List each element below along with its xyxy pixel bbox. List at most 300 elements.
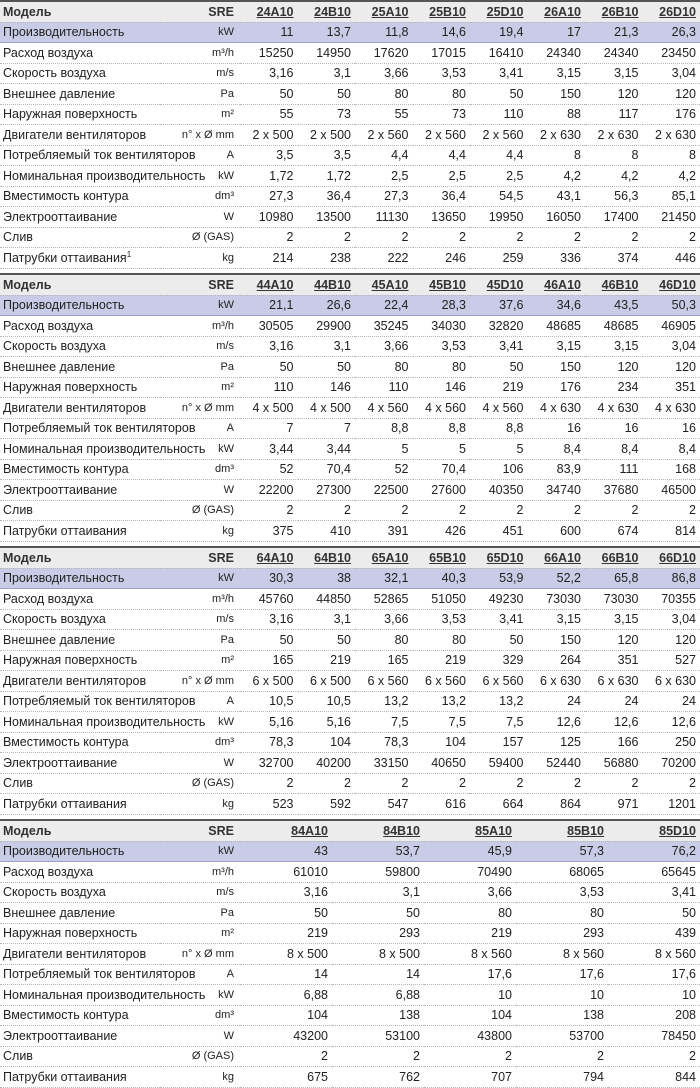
table-cell: 8,8: [355, 418, 413, 439]
table-cell: 527: [643, 650, 700, 671]
table-cell: 33150: [355, 753, 413, 774]
row-label: [0, 22, 160, 43]
table-cell: 70490: [424, 862, 516, 883]
table-row: [0, 43, 700, 64]
table-cell: 10: [424, 985, 516, 1006]
table-cell: 8: [585, 145, 643, 166]
row-unit: m/s: [160, 336, 240, 357]
row-label: [0, 944, 160, 965]
table-cell: 138: [516, 1005, 608, 1026]
table-cell: 80: [413, 84, 471, 105]
table-cell: 219: [424, 923, 516, 944]
table-cell: 2: [470, 227, 528, 248]
row-label: [0, 166, 160, 187]
row-unit: m²: [160, 923, 240, 944]
row-label-text: Патрубки оттаивания: [3, 1070, 127, 1084]
table-cell: 4,2: [643, 166, 700, 187]
row-label-text: Номинальная производительность: [3, 988, 205, 1002]
table-cell: 110: [240, 377, 298, 398]
table-cell: 22500: [355, 480, 413, 501]
row-unit: W: [160, 207, 240, 228]
row-label-text: Номинальная производительность: [3, 442, 205, 456]
row-label: [0, 630, 160, 651]
row-label: [0, 589, 160, 610]
row-label-text: Внешнее давление: [3, 360, 115, 374]
table-cell: 24340: [585, 43, 643, 64]
row-unit: W: [160, 1026, 240, 1047]
table-cell: 3,15: [528, 336, 586, 357]
table-cell: 70,4: [413, 459, 471, 480]
row-unit: dm³: [160, 459, 240, 480]
table-row: [0, 773, 700, 794]
table-cell: 85,1: [643, 186, 700, 207]
table-cell: 80: [413, 357, 471, 378]
table-cell: 8 x 560: [608, 944, 700, 965]
row-unit: A: [160, 691, 240, 712]
table-cell: 219: [470, 377, 528, 398]
table-cell: 110: [470, 104, 528, 125]
table-cell: 166: [585, 732, 643, 753]
model-name: 44A10: [240, 274, 298, 295]
table-cell: 3,16: [240, 882, 332, 903]
table-cell: 52,2: [528, 568, 586, 589]
table-cell: 14950: [298, 43, 356, 64]
row-label-text: Производительность: [3, 25, 124, 39]
table-cell: 17,6: [516, 964, 608, 985]
model-name: 66A10: [528, 547, 586, 568]
table-header-row: [0, 1, 700, 22]
row-unit: n° x Ø mm: [160, 398, 240, 419]
table-cell: 351: [585, 650, 643, 671]
row-unit: Ø (GAS): [160, 500, 240, 521]
table-cell: 246: [413, 248, 471, 269]
table-cell: 12,6: [528, 712, 586, 733]
row-label-text: Потребляемый ток вентиляторов: [3, 148, 195, 162]
table-cell: 34740: [528, 480, 586, 501]
table-cell: 2: [240, 227, 298, 248]
table-cell: 117: [585, 104, 643, 125]
table-cell: 17015: [413, 43, 471, 64]
row-label-text: Номинальная производительность: [3, 715, 205, 729]
table-cell: 50,3: [643, 295, 700, 316]
table-cell: 2 x 560: [413, 125, 471, 146]
row-label-text: Внешнее давление: [3, 906, 115, 920]
table-cell: 52: [240, 459, 298, 480]
table-cell: 176: [528, 377, 586, 398]
model-name: 66B10: [585, 547, 643, 568]
table-cell: 50: [240, 84, 298, 105]
table-cell: 30505: [240, 316, 298, 337]
table-cell: 43200: [240, 1026, 332, 1047]
table-cell: 2: [528, 227, 586, 248]
table-cell: 76,2: [608, 841, 700, 862]
row-label-text: Расход воздуха: [3, 319, 93, 333]
row-label: [0, 1067, 160, 1088]
table-cell: 3,41: [470, 63, 528, 84]
row-label: [0, 882, 160, 903]
table-cell: 43,1: [528, 186, 586, 207]
table-cell: 45760: [240, 589, 298, 610]
footnote-marker: 1: [127, 250, 131, 259]
table-cell: 52: [355, 459, 413, 480]
table-cell: 23450: [643, 43, 700, 64]
model-name: 26A10: [528, 1, 586, 22]
row-label-text: Номинальная производительность: [3, 169, 205, 183]
row-unit: dm³: [160, 1005, 240, 1026]
model-name: 45D10: [470, 274, 528, 295]
row-unit: m³/h: [160, 43, 240, 64]
row-label-text: Производительность: [3, 298, 124, 312]
table-cell: 165: [355, 650, 413, 671]
row-label-text: Скорость воздуха: [3, 66, 106, 80]
table-cell: 8 x 560: [516, 944, 608, 965]
row-unit: m/s: [160, 609, 240, 630]
table-cell: 446: [643, 248, 700, 269]
table-cell: 24340: [528, 43, 586, 64]
table-cell: 17: [528, 22, 586, 43]
table-cell: 675: [240, 1067, 332, 1088]
row-label-text: Патрубки оттаивания: [3, 524, 127, 538]
table-cell: 120: [585, 357, 643, 378]
row-label: [0, 1026, 160, 1047]
row-unit: kW: [160, 22, 240, 43]
table-cell: 5: [413, 439, 471, 460]
table-cell: 3,15: [528, 609, 586, 630]
table-row: [0, 882, 700, 903]
row-unit: Ø (GAS): [160, 1046, 240, 1067]
model-name: 25B10: [413, 1, 471, 22]
table-cell: 4 x 560: [355, 398, 413, 419]
table-row: [0, 125, 700, 146]
table-cell: 592: [298, 794, 356, 815]
table-row: [0, 903, 700, 924]
table-cell: 3,44: [298, 439, 356, 460]
table-row: [0, 862, 700, 883]
table-cell: 150: [528, 630, 586, 651]
table-cell: 6 x 500: [298, 671, 356, 692]
row-label-text: Слив: [3, 503, 33, 517]
table-cell: 3,16: [240, 63, 298, 84]
table-row: [0, 357, 700, 378]
row-unit: kW: [160, 295, 240, 316]
table-cell: 50: [298, 630, 356, 651]
row-label-text: Потребляемый ток вентиляторов: [3, 421, 195, 435]
table-cell: 6 x 560: [413, 671, 471, 692]
table-cell: 168: [643, 459, 700, 480]
header-label: Модель: [0, 820, 160, 841]
table-cell: 50: [240, 630, 298, 651]
row-label: [0, 316, 160, 337]
table-cell: 664: [470, 794, 528, 815]
table-cell: 86,8: [643, 568, 700, 589]
table-cell: 15250: [240, 43, 298, 64]
table-cell: 2: [298, 500, 356, 521]
table-cell: 34030: [413, 316, 471, 337]
row-label-text: Расход воздуха: [3, 46, 93, 60]
table-cell: 146: [413, 377, 471, 398]
row-unit: dm³: [160, 186, 240, 207]
table-cell: 844: [608, 1067, 700, 1088]
model-name: 25A10: [355, 1, 413, 22]
table-cell: 8,4: [643, 439, 700, 460]
table-cell: 8 x 500: [332, 944, 424, 965]
table-cell: 6,88: [332, 985, 424, 1006]
row-label: [0, 480, 160, 501]
table-cell: 3,5: [240, 145, 298, 166]
table-cell: 21,1: [240, 295, 298, 316]
row-label: [0, 650, 160, 671]
table-cell: 2: [585, 773, 643, 794]
table-cell: 600: [528, 521, 586, 542]
row-unit: kW: [160, 712, 240, 733]
table-cell: 16050: [528, 207, 586, 228]
table-cell: 2: [528, 500, 586, 521]
table-cell: 73: [298, 104, 356, 125]
table-cell: 165: [240, 650, 298, 671]
table-cell: 150: [528, 84, 586, 105]
table-cell: 971: [585, 794, 643, 815]
table-cell: 50: [470, 630, 528, 651]
row-label: [0, 207, 160, 228]
table-cell: 80: [424, 903, 516, 924]
table-cell: 4,2: [585, 166, 643, 187]
table-cell: 48685: [528, 316, 586, 337]
table-cell: 3,1: [298, 609, 356, 630]
model-name: 84A10: [240, 820, 332, 841]
row-label-text: Наружная поверхность: [3, 380, 137, 394]
table-cell: 78450: [608, 1026, 700, 1047]
row-unit: Pa: [160, 84, 240, 105]
table-row: [0, 418, 700, 439]
table-cell: 16: [585, 418, 643, 439]
table-cell: 2 x 630: [643, 125, 700, 146]
table-cell: 3,15: [585, 63, 643, 84]
table-cell: 65,8: [585, 568, 643, 589]
row-label: [0, 248, 160, 269]
table-row: [0, 753, 700, 774]
table-cell: 35245: [355, 316, 413, 337]
table-cell: 13500: [298, 207, 356, 228]
table-cell: 391: [355, 521, 413, 542]
table-cell: 5,16: [240, 712, 298, 733]
row-label-text: Производительность: [3, 571, 124, 585]
table-cell: 68065: [516, 862, 608, 883]
table-cell: 2: [643, 500, 700, 521]
table-row: [0, 186, 700, 207]
table-cell: 80: [413, 630, 471, 651]
table-cell: 24: [585, 691, 643, 712]
table-cell: 55: [240, 104, 298, 125]
row-label-text: Наружная поверхность: [3, 926, 137, 940]
table-cell: 3,66: [424, 882, 516, 903]
row-label: [0, 227, 160, 248]
row-label: [0, 500, 160, 521]
table-cell: 56,3: [585, 186, 643, 207]
table-cell: 8,4: [585, 439, 643, 460]
table-cell: 29900: [298, 316, 356, 337]
table-cell: 37680: [585, 480, 643, 501]
table-cell: 6,88: [240, 985, 332, 1006]
row-label-text: Производительность: [3, 844, 124, 858]
model-name: 65D10: [470, 547, 528, 568]
table-cell: 150: [528, 357, 586, 378]
model-name: 64B10: [298, 547, 356, 568]
table-row: [0, 841, 700, 862]
model-name: 65B10: [413, 547, 471, 568]
table-cell: 4,4: [355, 145, 413, 166]
table-cell: 2: [585, 227, 643, 248]
table-cell: 24: [528, 691, 586, 712]
table-cell: 3,16: [240, 336, 298, 357]
table-cell: 27600: [413, 480, 471, 501]
row-label: [0, 794, 160, 815]
row-unit: n° x Ø mm: [160, 671, 240, 692]
row-unit: kg: [160, 521, 240, 542]
table-cell: 3,66: [355, 336, 413, 357]
table-cell: 794: [516, 1067, 608, 1088]
table-cell: 53,9: [470, 568, 528, 589]
row-label-text: Наружная поверхность: [3, 653, 137, 667]
table-cell: 2: [585, 500, 643, 521]
row-label: [0, 712, 160, 733]
model-name: 65A10: [355, 547, 413, 568]
table-cell: 814: [643, 521, 700, 542]
table-cell: 50: [470, 357, 528, 378]
table-cell: 8: [528, 145, 586, 166]
row-label-text: Расход воздуха: [3, 865, 93, 879]
table-cell: 3,53: [516, 882, 608, 903]
row-label: [0, 521, 160, 542]
row-unit: m/s: [160, 63, 240, 84]
row-unit: W: [160, 753, 240, 774]
table-cell: 250: [643, 732, 700, 753]
table-cell: 24: [643, 691, 700, 712]
table-cell: 293: [516, 923, 608, 944]
table-cell: 80: [355, 84, 413, 105]
table-row: [0, 480, 700, 501]
row-label: [0, 1046, 160, 1067]
model-name: 26D10: [643, 1, 700, 22]
table-cell: 2 x 630: [585, 125, 643, 146]
row-unit: m³/h: [160, 862, 240, 883]
table-cell: 293: [332, 923, 424, 944]
table-cell: 80: [355, 630, 413, 651]
row-unit: kW: [160, 439, 240, 460]
table-cell: 104: [240, 1005, 332, 1026]
table-cell: 6 x 500: [240, 671, 298, 692]
row-label-text: Электрооттаивание: [3, 1029, 117, 1043]
table-cell: 1,72: [298, 166, 356, 187]
table-cell: 2: [413, 773, 471, 794]
table-row: [0, 248, 700, 269]
table-cell: 104: [298, 732, 356, 753]
table-row: [0, 63, 700, 84]
table-cell: 3,1: [332, 882, 424, 903]
table-cell: 6 x 630: [643, 671, 700, 692]
table-cell: 11: [240, 22, 298, 43]
row-label: [0, 691, 160, 712]
header-series: SRE: [160, 820, 240, 841]
row-label-text: Слив: [3, 1049, 33, 1063]
table-cell: 50: [608, 903, 700, 924]
header-label: Модель: [0, 547, 160, 568]
table-cell: 13,7: [298, 22, 356, 43]
row-unit: A: [160, 145, 240, 166]
table-cell: 2: [355, 773, 413, 794]
table-cell: 55: [355, 104, 413, 125]
model-name: 46A10: [528, 274, 586, 295]
header-label: Модель: [0, 1, 160, 22]
model-name: 46D10: [643, 274, 700, 295]
table-cell: 56880: [585, 753, 643, 774]
table-cell: 4 x 560: [413, 398, 471, 419]
table-cell: 3,41: [470, 609, 528, 630]
model-name: 85A10: [424, 820, 516, 841]
table-row: [0, 589, 700, 610]
table-cell: 50: [332, 903, 424, 924]
table-cell: 4,2: [528, 166, 586, 187]
table-cell: 1,72: [240, 166, 298, 187]
table-cell: 5: [470, 439, 528, 460]
table-cell: 2: [424, 1046, 516, 1067]
table-cell: 2,5: [355, 166, 413, 187]
row-label: [0, 732, 160, 753]
table-cell: 176: [643, 104, 700, 125]
row-label-text: Двигатели вентиляторов: [3, 947, 146, 961]
row-label-text: Электрооттаивание: [3, 483, 117, 497]
model-name: 84B10: [332, 820, 424, 841]
row-label: [0, 841, 160, 862]
table-cell: 6 x 630: [528, 671, 586, 692]
table-cell: 2: [240, 773, 298, 794]
row-label-text: Внешнее давление: [3, 633, 115, 647]
row-label-text: Слив: [3, 230, 33, 244]
table-cell: 73: [413, 104, 471, 125]
table-cell: 65645: [608, 862, 700, 883]
row-label: [0, 186, 160, 207]
table-cell: 13650: [413, 207, 471, 228]
table-cell: 43: [240, 841, 332, 862]
table-cell: 48685: [585, 316, 643, 337]
table-header-row: [0, 547, 700, 568]
row-label-text: Электрооттаивание: [3, 756, 117, 770]
table-cell: 50: [298, 357, 356, 378]
table-cell: 10980: [240, 207, 298, 228]
table-row: [0, 521, 700, 542]
table-cell: 49230: [470, 589, 528, 610]
header-series: SRE: [160, 1, 240, 22]
row-label-text: Расход воздуха: [3, 592, 93, 606]
table-cell: 73030: [528, 589, 586, 610]
table-row: [0, 500, 700, 521]
table-cell: 13,2: [413, 691, 471, 712]
table-cell: 214: [240, 248, 298, 269]
table-cell: 26,3: [643, 22, 700, 43]
table-cell: 34,6: [528, 295, 586, 316]
table-cell: 36,4: [298, 186, 356, 207]
table-row: [0, 1067, 700, 1088]
row-label: [0, 377, 160, 398]
table-cell: 864: [528, 794, 586, 815]
table-cell: 46905: [643, 316, 700, 337]
table-cell: 14: [332, 964, 424, 985]
row-unit: kW: [160, 841, 240, 862]
table-cell: 410: [298, 521, 356, 542]
row-unit: A: [160, 964, 240, 985]
row-label-text: Скорость воздуха: [3, 612, 106, 626]
table-row: [0, 985, 700, 1006]
row-label-text: Патрубки оттаивания: [3, 797, 127, 811]
